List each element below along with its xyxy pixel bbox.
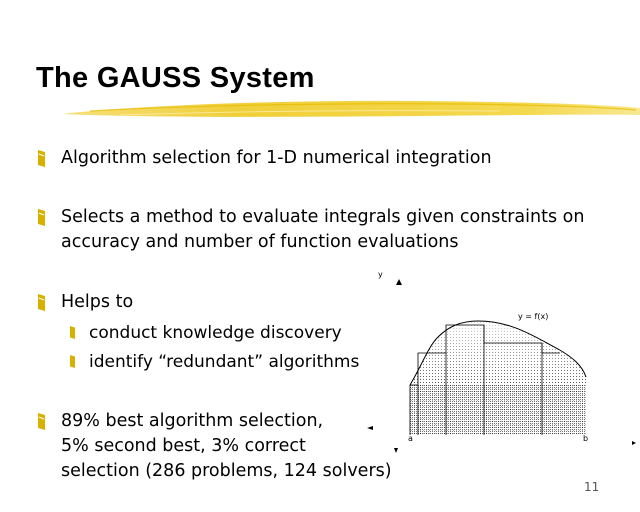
bullet-text-line: selection (286 problems, 124 solvers) [61,461,392,481]
x-axis-right-arrow [632,441,636,445]
bullet-text: Algorithm selection for 1-D numerical integration [61,148,492,168]
y-axis-arrow [396,279,402,285]
a-label: a [408,434,413,443]
slide-title: The GAUSS System [36,62,315,94]
bullet-marker [38,209,45,226]
b-label: b [583,434,589,443]
bullet-marker [38,150,45,167]
bullet-text-line: accuracy and number of function evaluations [61,232,459,252]
x-axis-left-arrow [367,426,373,430]
sub-bullet-text: conduct knowledge discovery [89,323,342,343]
bullet-marker [38,413,45,430]
sub-bullet-marker [70,326,75,339]
y-axis-label: y [378,270,383,279]
sub-bullet-marker [70,355,75,368]
title-underline-stroke [0,0,640,130]
curve-label: y = f(x) [518,312,549,321]
page-number: 11 [584,480,600,494]
sub-bullet-text: identify “redundant” algorithms [89,352,360,372]
bullet-text-line: Selects a method to evaluate integrals given constraints on [61,207,585,227]
bullet-text-line: 89% best algorithm selection, [61,411,324,431]
integration-diagram [360,265,640,460]
bullet-text: Helps to [61,292,134,312]
x-axis-down-arrow [394,448,398,453]
bullet-marker [38,294,45,311]
bullet-text-line: 5% second best, 3% correct [61,436,306,456]
